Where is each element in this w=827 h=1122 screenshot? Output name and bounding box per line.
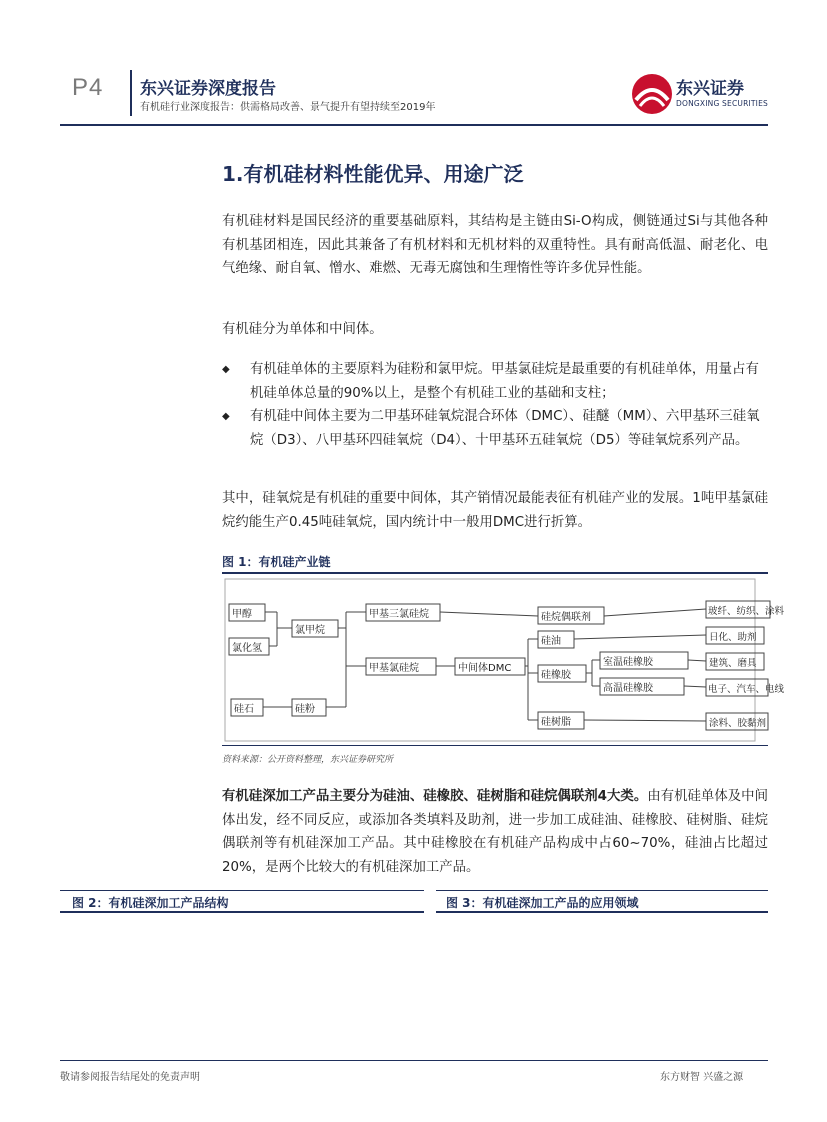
- report-subtitle: 有机硅行业深度报告：供需格局改善、景气提升有望持续至2019年: [140, 102, 436, 113]
- bullet-icon: ◆: [222, 364, 230, 375]
- paragraph-deep-processing: [222, 785, 768, 879]
- node-app-glass: 玻纤、纺织、涂料: [708, 606, 785, 617]
- figure2-top-rule: [60, 890, 424, 891]
- bullet-text: 有机硅单体的主要原料为硅粉和氯甲烷。甲基氯硅烷是最重要的有机硅单体，用量占有机硅单体总量的90%以上，是整个有机硅工业的基础和支柱；: [250, 362, 759, 401]
- header-divider: [130, 70, 132, 116]
- node-silica: 硅石: [234, 704, 254, 715]
- paragraph-body: 由有机硅单体及中间体出发，经不同反应，或添加各类填料及助剂，进一步加工成硅油、硅橡胶、硅树脂、硅烷偶联剂等有机硅深加工产品。其中硅橡胶在有机硅产品构成中占60~70%，硅油占比超过20%，是两个比较大的有机硅深加工产品。: [222, 789, 768, 875]
- bullet-text: 有机硅中间体主要为二甲基环硅氧烷混合环体（DMC）、硅醚（MM）、六甲基环三硅氧烷（D3）、八甲基环四硅氧烷（D4）、十甲基环五硅氧烷（D5）等硅氧烷系列产品。: [250, 409, 760, 448]
- node-trimethyl: 甲基三氯硅烷: [369, 609, 429, 620]
- figure1-source: 资料来源：公开资料整理，东兴证券研究所: [222, 755, 394, 765]
- node-dmc: 中间体DMC: [458, 663, 512, 674]
- node-hcl: 氯化氢: [232, 643, 262, 654]
- node-chloromethane: 氯甲烷: [295, 625, 325, 636]
- section-title: 1.有机硅材料性能优异、用途广泛: [222, 162, 524, 186]
- figure3-bottom-rule: [436, 911, 768, 913]
- paragraph-intro: 有机硅材料是国民经济的重要基础原料，其结构是主链由Si-O构成，侧链通过Si与其他各种有机基团相连，因此其兼备了有机材料和无机材料的双重特性。具有耐高低温、耐老化、电气绝缘、耐自氧、憎水、难燃、无毒无腐蚀和生理惰性等许多优异性能。: [222, 214, 768, 276]
- footer-disclaimer: 敬请参阅报告结尾处的免责声明: [60, 1072, 200, 1083]
- figure1-top-rule: [222, 572, 768, 574]
- node-coupling-agent: 硅烷偶联剂: [541, 612, 591, 623]
- logo-text: 东兴证券: [676, 79, 744, 99]
- figure1-bottom-rule: [222, 745, 768, 746]
- paragraph-lead: 有机硅深加工产品主要分为硅油、硅橡胶、硅树脂和硅烷偶联剂4大类。: [222, 789, 648, 804]
- node-htv: 高温硅橡胶: [603, 683, 653, 694]
- figure3-title: 图 3：有机硅深加工产品的应用领域: [446, 896, 639, 910]
- node-rtv: 室温硅橡胶: [603, 657, 653, 668]
- node-silicone-oil: 硅油: [541, 636, 561, 647]
- node-methyl-chlorosilane: 甲基氯硅烷: [369, 663, 419, 674]
- figure1-title: 图 1：有机硅产业链: [222, 555, 331, 569]
- figure2-bottom-rule: [60, 911, 424, 913]
- node-app-electronics: 电子、汽车、电线: [708, 684, 785, 695]
- node-app-cosmetics: 日化、助剂: [709, 632, 757, 643]
- page-number: P4: [72, 74, 104, 101]
- node-silicon-powder: 硅粉: [295, 704, 315, 715]
- node-app-coatings: 涂料、胶黏剂: [709, 718, 767, 729]
- node-silicone-resin: 硅树脂: [541, 717, 571, 728]
- paragraph-siloxane: 其中，硅氧烷是有机硅的重要中间体，其产销情况最能表征有机硅产业的发展。1吨甲基氯硅烷约能生产0.45吨硅氧烷，国内统计中一般用DMC进行折算。: [222, 491, 768, 530]
- footer-slogan: 东方财智 兴盛之源: [660, 1072, 744, 1083]
- node-silicone-rubber: 硅橡胶: [541, 670, 571, 681]
- node-app-construction: 建筑、磨具: [709, 658, 757, 669]
- bullet-icon: ◆: [222, 411, 230, 422]
- footer-rule: [60, 1060, 768, 1061]
- header-rule: [60, 124, 768, 126]
- report-series-title: 东兴证券深度报告: [140, 79, 276, 99]
- industry-chain-diagram: [222, 576, 785, 746]
- logo-subtext: DONGXING SECURITIES: [676, 99, 768, 108]
- paragraph-categories: 有机硅分为单体和中间体。: [222, 322, 383, 337]
- figure2-title: 图 2：有机硅深加工产品结构: [72, 896, 229, 910]
- figure3-top-rule: [436, 890, 768, 891]
- node-methanol: 甲醇: [232, 609, 252, 620]
